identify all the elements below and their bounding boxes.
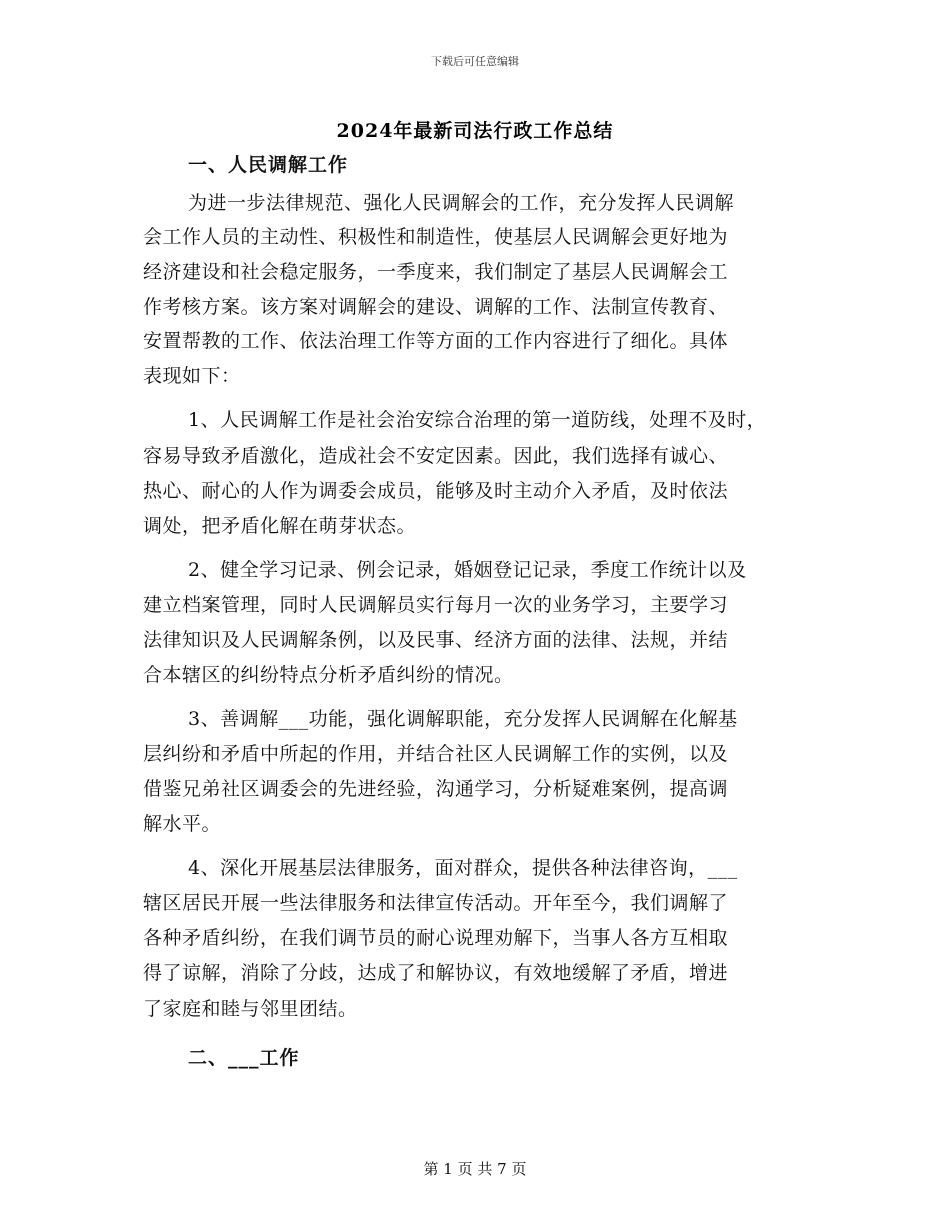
body-line: 4、深化开展基层法律服务，面对群众，提供各种法律咨询，___ — [188, 857, 738, 879]
body-line: 为进一步法律规范、强化人民调解会的工作，充分发挥人民调解 — [188, 192, 735, 214]
body-line: 表现如下： — [143, 365, 241, 387]
section-heading-1: 一、人民调解工作 — [188, 154, 349, 176]
body-line: 安置帮教的工作、依法治理工作等方面的工作内容进行了细化。具体 — [143, 330, 729, 352]
header-note: 下载后可任意编辑 — [431, 55, 519, 68]
section-heading-2: 二、___工作 — [188, 1047, 300, 1069]
body-line: 借鉴兄弟社区调委会的先进经验，沟通学习，分析疑难案例，提高调 — [143, 778, 729, 800]
body-line: 了家庭和睦与邻里团结。 — [143, 998, 358, 1020]
document-title: 2024年最新司法行政工作总结 — [336, 120, 614, 142]
body-line: 热心、耐心的人作为调委会成员，能够及时主动介入矛盾，及时依法 — [143, 480, 729, 502]
body-line: 辖区居民开展一些法律服务和法律宣传活动。开年至今，我们调解了 — [143, 892, 729, 914]
body-line: 合本辖区的纠纷特点分析矛盾纠纷的情况。 — [143, 664, 514, 686]
body-line: 2、健全学习记录、例会记录，婚姻登记记录，季度工作统计以及 — [188, 559, 747, 581]
body-line: 会工作人员的主动性、积极性和制造性，使基层人民调解会更好地为 — [143, 226, 729, 248]
body-line: 得了谅解，消除了分歧，达成了和解协议，有效地缓解了矛盾，增进 — [143, 962, 729, 984]
body-line: 解水平。 — [143, 813, 222, 835]
body-line: 经济建设和社会稳定服务，一季度来，我们制定了基层人民调解会工 — [143, 261, 729, 283]
body-line: 法律知识及人民调解条例，以及民事、经济方面的法律、法规，并结 — [143, 629, 729, 651]
body-line: 建立档案管理，同时人民调解员实行每月一次的业务学习，主要学习 — [143, 594, 729, 616]
body-line: 3、善调解___功能，强化调解职能，充分发挥人民调解在化解基 — [188, 708, 738, 730]
body-line: 调处，把矛盾化解在萌芽状态。 — [143, 515, 417, 537]
body-line: 各种矛盾纠纷，在我们调节员的耐心说理劝解下，当事人各方互相取 — [143, 927, 729, 949]
page-footer: 第 1 页 共 7 页 — [423, 1160, 527, 1178]
body-line: 作考核方案。该方案对调解会的建设、调解的工作、法制宣传教育、 — [143, 296, 729, 318]
body-line: 层纠纷和矛盾中所起的作用，并结合社区人民调解工作的实例，以及 — [143, 743, 729, 765]
body-line: 容易导致矛盾激化，造成社会不安定因素。因此，我们选择有诚心、 — [143, 445, 729, 467]
body-line: 1、人民调解工作是社会治安综合治理的第一道防线，处理不及时， — [188, 409, 767, 431]
